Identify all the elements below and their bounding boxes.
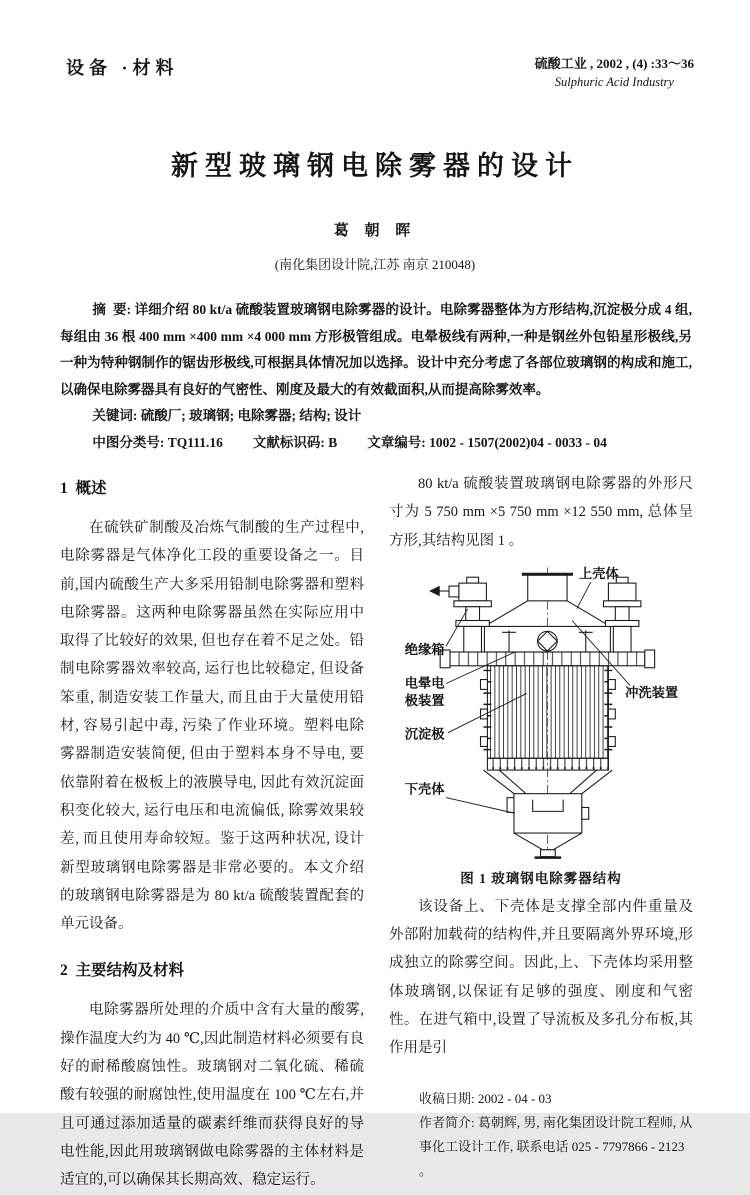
- keywords-text: 硫酸厂; 玻璃钢; 电除雾器; 结构; 设计: [140, 408, 362, 423]
- keywords-line: [60, 403, 692, 430]
- label-lower-shell: 下壳体: [404, 781, 445, 797]
- section-1-paragraph: 在硫铁矿制酸及冶炼气制酸的生产过程中,电除雾器是气体净化工段的重要设备之一。目前,国内硫酸生产大多采用铅制电除雾器和塑料电除雾器。这两种电除雾器虽然在实际应用中取得了比较好的效果, 但也存在着不足之处。铅制电除雾器效率较高, 运行也比较稳定, 但设备笨重, 制造安装工作量大, 而且由于大量使用铅材, 容易引起中毒, 污染了作业环境。塑料电除雾器制造安装简便, 但由于塑料本身不导电, 要依靠附着在极板上的液膜导电, 因此有效沉淀面积变化较大, 运行电压和电流偏低, 除雾效果较差, 而且使用寿命较短。鉴于这两种状况, 设计新型玻璃钢电除雾器是非常必要的。本文介绍的玻璃钢电除雾器是为 80 kt/a 硫酸装置配套的单元设备。: [60, 520, 364, 933]
- article-id-value: 1002 - 1507(2002)04 - 0033 - 04: [429, 434, 607, 450]
- received-date-value: 2002 - 04 - 03: [477, 1090, 552, 1106]
- left-bracket-3: [481, 737, 488, 747]
- beam-right-cap: [645, 650, 655, 668]
- doc-code-label: 文献标识码:: [252, 434, 329, 450]
- section-1-heading: 1 概述: [60, 480, 107, 497]
- label-precipitator-plate: 沉淀极: [404, 726, 445, 742]
- doc-code-group: [253, 435, 337, 450]
- label-insulator-box: 绝缘箱: [404, 641, 445, 657]
- keywords-label: 关键词:: [92, 408, 141, 423]
- footnote-block: [389, 1087, 693, 1183]
- precipitator-tube-bundle: [487, 666, 608, 758]
- lower-shell-box: [514, 794, 582, 833]
- author-name: 葛 朝 晖: [333, 223, 417, 239]
- journal-citation: 硫酸工业 , 2002 , (4) :33～36: [534, 56, 694, 71]
- right-bracket-3: [608, 737, 615, 747]
- tube-sheet-row: [487, 758, 608, 770]
- journal-name-english: Sulphuric Acid Industry: [554, 75, 674, 89]
- abstract-block: [60, 297, 692, 456]
- left-bracket-1: [481, 679, 488, 689]
- demister-structure-diagram: [389, 563, 694, 863]
- journal-block: [535, 54, 694, 92]
- lower-right-nozzle: [582, 807, 589, 819]
- left-insulator-tower: [430, 577, 491, 652]
- upper-shell-band: [484, 626, 610, 652]
- bottom-cone: [514, 833, 582, 850]
- article-id-group: [367, 435, 607, 450]
- right-paragraph-2: 该设备上、下壳体是支撑全部内件重量及外部附加载荷的结构件,并且要隔离外界环境,形成独立的除雾空间。因此,上、下壳体均采用整体玻璃钢,以保证有足够的强度、刚度和气密性。在进气箱中,设置了导流板及多孔分布板,其作用是引: [389, 898, 693, 1057]
- figure-1-caption: 图 1 玻璃钢电除雾器结构: [460, 870, 622, 886]
- lower-left-nozzle: [507, 798, 514, 813]
- vessel-drawing: [430, 567, 654, 858]
- abstract-label: 摘 要:: [92, 302, 135, 317]
- gas-inlet-arrow: [430, 586, 439, 595]
- label-corona-electrode-line2: 极装置: [404, 693, 445, 709]
- gas-outlet-duct: [528, 575, 567, 601]
- label-flushing-device: 冲洗装置: [625, 685, 679, 701]
- author-bio-value: 葛朝辉, 男, 南化集团设计院工程师, 从事化工设计工作, 联系电话 025 - 7797866 - 2123 。: [419, 1114, 693, 1178]
- right-bracket-1: [608, 679, 615, 689]
- article-id-label: 文章编号:: [367, 434, 430, 450]
- article-title: 新型玻璃钢电除雾器的设计: [171, 151, 579, 181]
- drain-stub: [541, 850, 556, 857]
- section-2-paragraph: 电除雾器所处理的介质中含有大量的酸雾, 操作温度大约为 40 ℃,因此制造材料必须要有良好的耐稀酸腐蚀性。玻璃钢对二氧化硫、稀硫酸有较强的耐腐蚀性,使用温度在 100 ℃左右,并且可通过添加适量的碳素纤维而获得良好的导电性能,因此用玻璃钢做电除雾器的主体材料是适宜的,可以确保其长期高效、稳定运行。: [60, 1002, 368, 1189]
- author-bio-label: 作者简介:: [419, 1114, 478, 1130]
- clc-value: TQ111.16: [167, 434, 223, 450]
- received-date-label: 收稿日期:: [419, 1090, 478, 1106]
- author-bio-line: [419, 1111, 693, 1183]
- abstract-text: 详细介绍 80 kt/a 硫酸装置玻璃钢电除雾器的设计。电除雾器整体为方形结构,沉淀极分成 4 组,每组由 36 根 400 mm ×400 mm ×4 000 mm 方形极管组成。电晕极线有两种,一种是钢丝外包铅星形极线,另一种为特种钢制作的锯齿形极线,可根据具体情况加以选择。设计中充分考虑了各部位玻璃钢的构成和施工,以确保电除雾器具有良好的气密性、刚度及最大的有效截面积,从而提高除雾效率。: [60, 302, 692, 397]
- label-upper-shell: 上壳体: [578, 566, 619, 582]
- two-column-body: [60, 470, 693, 1195]
- abstract-paragraph: [60, 297, 692, 403]
- received-date-line: [419, 1087, 693, 1111]
- doc-code-value: B: [328, 434, 338, 450]
- column-section-label: 设备 ·材料: [66, 58, 179, 78]
- left-column: [60, 470, 368, 1195]
- page-header: [0, 0, 750, 92]
- clc-label: 中图分类号:: [92, 434, 168, 450]
- support-beam: [450, 652, 645, 666]
- classification-line: [60, 430, 692, 457]
- clc-group: [92, 435, 223, 450]
- author-affiliation: (南化集团设计院,江苏 南京 210048): [274, 257, 476, 272]
- right-column: [389, 470, 693, 1195]
- right-bracket-2: [608, 709, 615, 719]
- section-2-heading: 2 主要结构及材料: [60, 962, 185, 980]
- right-paragraph-1: 80 kt/a 硫酸装置玻璃钢电除雾器的外形尺寸为 5 750 mm ×5 750 mm ×12 550 mm, 总体呈方形,其结构见图 1 。: [389, 476, 693, 549]
- figure-1: [389, 563, 693, 887]
- label-corona-electrode-line1: 电晕电: [404, 675, 445, 691]
